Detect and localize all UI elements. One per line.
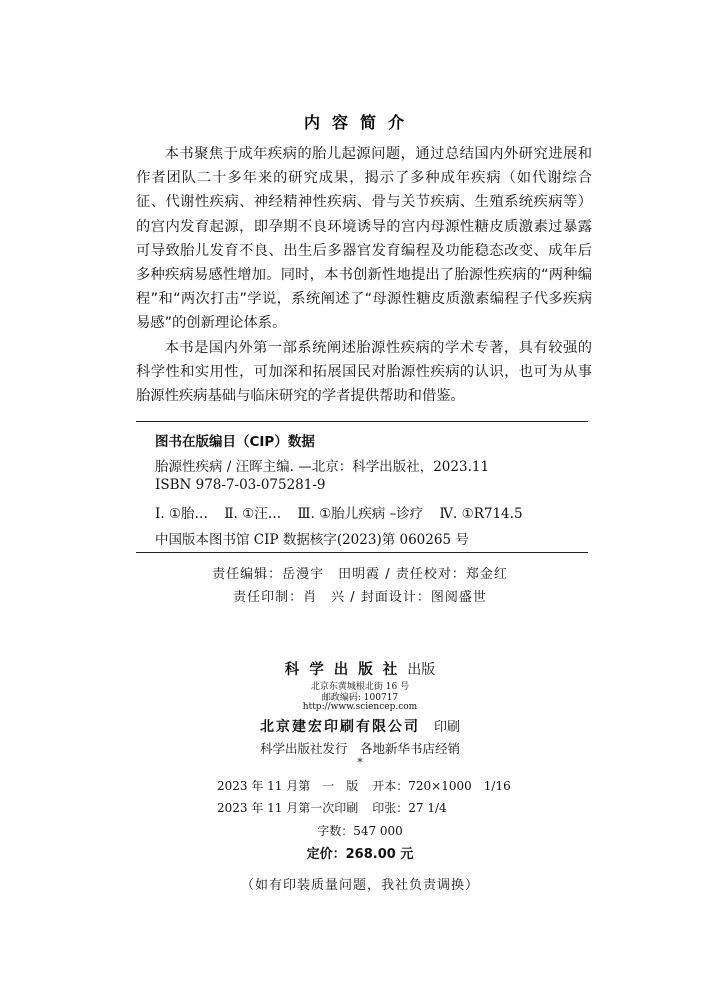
cip-heading: 图书在版编目（CIP）数据 [155,434,315,450]
summary-paragraph-1: 本书聚焦于成年疾病的胎儿起源问题，通过总结国内外研究进展和作者团队二十多年来的研究成果，揭示了多种成年疾病（如代谢综合征、代谢性疾病、神经精神性疾病、骨与关节疾病、生殖系统疾病等）的宫内发育起源，即孕期不良环境诱导的宫内母源性糖皮质激素过暴露可导致胎儿发育不良、出生后多器官发育编程及功能稳态改变、成年后多种疾病易感性增加。同时，本书创新性地提出了胎源性疾病的“两种编程”和“两次打击”学说，系统阐述了“母源性糖皮质激素编程子代多疾病易感”的创新理论体系。 [136,146,592,332]
printing-line [217,799,461,816]
cip-library-record: 中国版本图书馆 CIP 数据核字(2023)第 060265 号 [155,532,469,548]
quality-notice: （如有印装质量问题，我社负责调换） [240,878,479,893]
sheet-count: 印张：27 1/4 [372,801,447,815]
classification-item: Ⅰ. ①胎… [155,506,209,522]
edition-date: 2023 年 11 月第 一 版 [217,779,359,793]
printer-suffix: 印刷 [433,720,460,735]
staff-line-editors: 责任编辑：岳漫宇 田明霞 / 责任校对：郑金红 [212,567,508,582]
cip-classification [155,502,535,522]
summary-paragraph-2: 本书是国内外第一部系统阐述胎源性疾病的学术专著，具有较强的科学性和实用性，可加深和拓展国民对胎源性疾病的认识，也可为从事胎源性疾病基础与临床研究的学者提供帮助和借鉴。 [136,339,592,405]
cip-record: 胎源性疾病 / 汪晖主编. —北京：科学出版社，2023.11 [155,459,490,475]
publisher-website: http://www.sciencep.com [302,702,418,712]
publisher-postcode: 邮政编码: 100717 [321,693,399,703]
publisher-suffix: 出版 [407,662,436,678]
publisher-line [0,658,720,679]
classification-item: Ⅳ. ①R714.5 [439,506,523,522]
price: 定价：268.00 元 [306,847,414,862]
printing-date: 2023 年 11 月第一次印刷 [217,801,359,815]
publisher-address: 北京东黄城根北街 16 号 [310,682,410,692]
printer-line [0,716,720,736]
distribution-line: 科学出版社发行 各地新华书店经销 [259,741,460,756]
format-size: 开本：720×1000 1/16 [372,779,511,793]
printer-name: 北京建宏印刷有限公司 [259,719,420,735]
summary-title: 内容简介 [303,113,416,132]
staff-line-production: 责任印制：肖 兴 / 封面设计：图阅盛世 [233,590,487,605]
cip-block [136,421,588,553]
separator-star: * [357,756,363,769]
edition-line [217,777,525,794]
summary-body [136,142,592,408]
publisher-name: 科学出版社 [284,661,408,678]
classification-item: Ⅲ. ①胎儿疾病 –诊疗 [297,506,424,522]
classification-item: Ⅱ. ①汪… [224,506,282,522]
cip-isbn: ISBN 978-7-03-075281-9 [155,477,326,493]
word-count: 字数：547 000 [317,824,403,838]
